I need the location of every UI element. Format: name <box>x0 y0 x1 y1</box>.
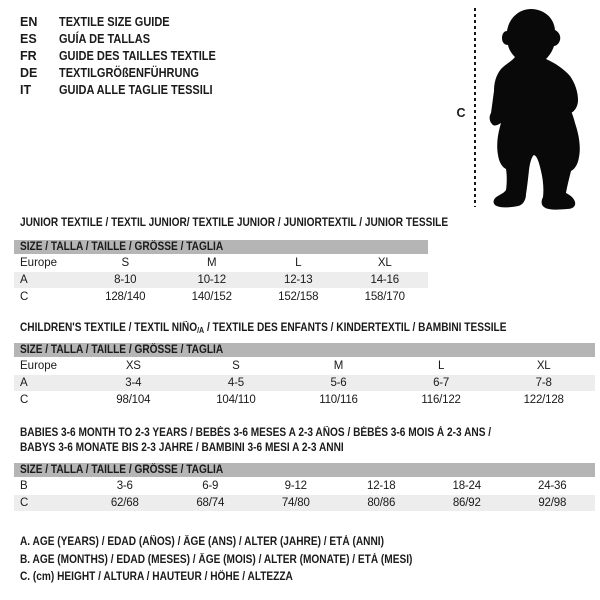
table-cell: 9-12 <box>284 480 307 492</box>
language-label: GUIDA ALLE TAGLIE TESSILI <box>59 82 213 97</box>
row-label: Europe <box>20 360 58 372</box>
size-header-row <box>14 463 595 477</box>
language-row-es <box>20 30 237 47</box>
table-cell: 158/170 <box>364 291 405 303</box>
language-label: TEXTILGRÖßENFÜHRUNG <box>59 65 199 80</box>
language-code: DE <box>20 65 38 80</box>
language-row-en <box>20 13 237 30</box>
table-row <box>14 495 595 511</box>
table-cell: 8-10 <box>114 274 137 286</box>
table-cell: XL <box>377 257 392 269</box>
subscript: /A <box>197 326 205 335</box>
table-cell: 4-5 <box>227 377 244 389</box>
junior-table-title: JUNIOR TEXTILE / TEXTIL JUNIOR/ TEXTILE JUNIOR / JUNIORTEXTIL / JUNIOR TESSILE <box>20 217 449 229</box>
table-cell: XS <box>125 360 141 372</box>
table-row <box>14 375 595 391</box>
size-header-label: SIZE / TALLA / TAILLE / GRÖSSE / TAGLIA <box>20 464 224 476</box>
table-cell: 12-13 <box>284 274 313 286</box>
table-cell: 14-16 <box>370 274 399 286</box>
table-cell: 98/104 <box>116 394 151 406</box>
row-label: C <box>20 394 29 406</box>
table-cell: 110/116 <box>319 394 358 406</box>
language-label: TEXTILE SIZE GUIDE <box>59 14 170 29</box>
children-table-title: CHILDREN'S TEXTILE / TEXTIL $NIÑO_{/A}$ / TEXTILE DES ENFANTS / KINDERTEXTIL / BAMBINI TESSILE <box>20 322 507 335</box>
table-cell: L <box>295 257 302 269</box>
table-row <box>14 272 428 288</box>
language-row-it <box>20 81 237 98</box>
table-cell: 6-7 <box>433 377 450 389</box>
table-cell: 3-6 <box>116 480 133 492</box>
size-header-row <box>14 343 595 357</box>
babies-table-title-line1: BABIES 3-6 MONTH TO 2-3 YEARS / BEBÉS 3-6 MESES A 2-3 AÑOS / BÉBÉS 3-6 MOIS À 2-3 ANS / <box>20 427 492 439</box>
junior-table <box>14 240 428 305</box>
footnotes <box>20 534 466 587</box>
babies-table-title-line2: BABYS 3-6 MONATE BIS 2-3 JAHRE / BAMBINI 3-6 MESI A 2-3 ANNI <box>20 442 344 454</box>
table-cell: 140/152 <box>191 291 232 303</box>
height-measure-label: C <box>456 106 466 120</box>
language-list <box>20 13 237 98</box>
row-label: C <box>20 291 29 303</box>
table-cell: 92/98 <box>538 497 567 509</box>
size-header-label: SIZE / TALLA / TAILLE / GRÖSSE / TAGLIA <box>20 344 224 356</box>
table-cell: 10-12 <box>197 274 226 286</box>
table-row <box>14 478 595 494</box>
table-cell: 5-6 <box>330 377 347 389</box>
language-label: GUIDE DES TAILLES TEXTILE <box>59 48 216 63</box>
language-label: GUÍA DE TALLAS <box>59 31 151 46</box>
footnote-b: B. AGE (MONTHS) / EDAD (MESES) / ÂGE (MOIS) / ALTER (MONATE) / ETÀ (MESI) <box>20 553 413 566</box>
footnote-c: C. (cm) HEIGHT / ALTURA / HAUTEUR / HÖHE / ALTEZZA <box>20 571 293 583</box>
table-row <box>14 255 428 271</box>
table-cell: 116/122 <box>421 394 461 406</box>
table-cell: 7-8 <box>535 377 552 389</box>
table-cell: 18-24 <box>452 480 481 492</box>
babies-table <box>14 463 595 511</box>
footnote-a: A. AGE (YEARS) / EDAD (AÑOS) / ÂGE (ANS) / ALTER (JAHRE) / ETÀ (ANNI) <box>20 536 384 548</box>
language-row-fr <box>20 47 237 64</box>
table-cell: M <box>333 360 344 372</box>
language-code: FR <box>20 48 37 63</box>
table-row <box>14 392 595 408</box>
language-code: IT <box>20 82 32 97</box>
table-row <box>14 289 428 305</box>
height-dashed-line <box>474 8 476 207</box>
table-cell: 3-4 <box>125 377 142 389</box>
row-label: B <box>20 480 28 492</box>
row-label: Europe <box>20 257 58 269</box>
size-header-label: SIZE / TALLA / TAILLE / GRÖSSE / TAGLIA <box>20 241 224 253</box>
table-cell: 128/140 <box>105 291 146 303</box>
table-cell: 86/92 <box>452 497 481 509</box>
size-header-row <box>14 240 428 254</box>
table-cell: 68/74 <box>196 497 225 509</box>
language-row-de <box>20 64 237 81</box>
table-cell: 152/158 <box>278 291 319 303</box>
table-cell: M <box>207 257 217 269</box>
row-label: C <box>20 497 29 509</box>
language-code: EN <box>20 14 38 29</box>
table-cell: 80/86 <box>367 497 396 509</box>
table-cell: S <box>121 257 129 269</box>
table-row <box>14 358 595 374</box>
language-code: ES <box>20 31 37 46</box>
table-cell: 24-36 <box>538 480 567 492</box>
toddler-silhouette-image <box>486 4 596 212</box>
table-cell: 104/110 <box>216 394 256 406</box>
row-label: A <box>20 274 28 286</box>
table-cell: 12-18 <box>367 480 396 492</box>
table-cell: 74/80 <box>281 497 310 509</box>
children-table <box>14 343 595 408</box>
table-cell: 62/68 <box>110 497 139 509</box>
table-cell: 6-9 <box>202 480 219 492</box>
table-cell: L <box>437 360 445 372</box>
row-label: A <box>20 377 28 389</box>
table-cell: S <box>232 360 240 372</box>
table-cell: 122/128 <box>523 394 564 406</box>
table-cell: XL <box>536 360 551 372</box>
